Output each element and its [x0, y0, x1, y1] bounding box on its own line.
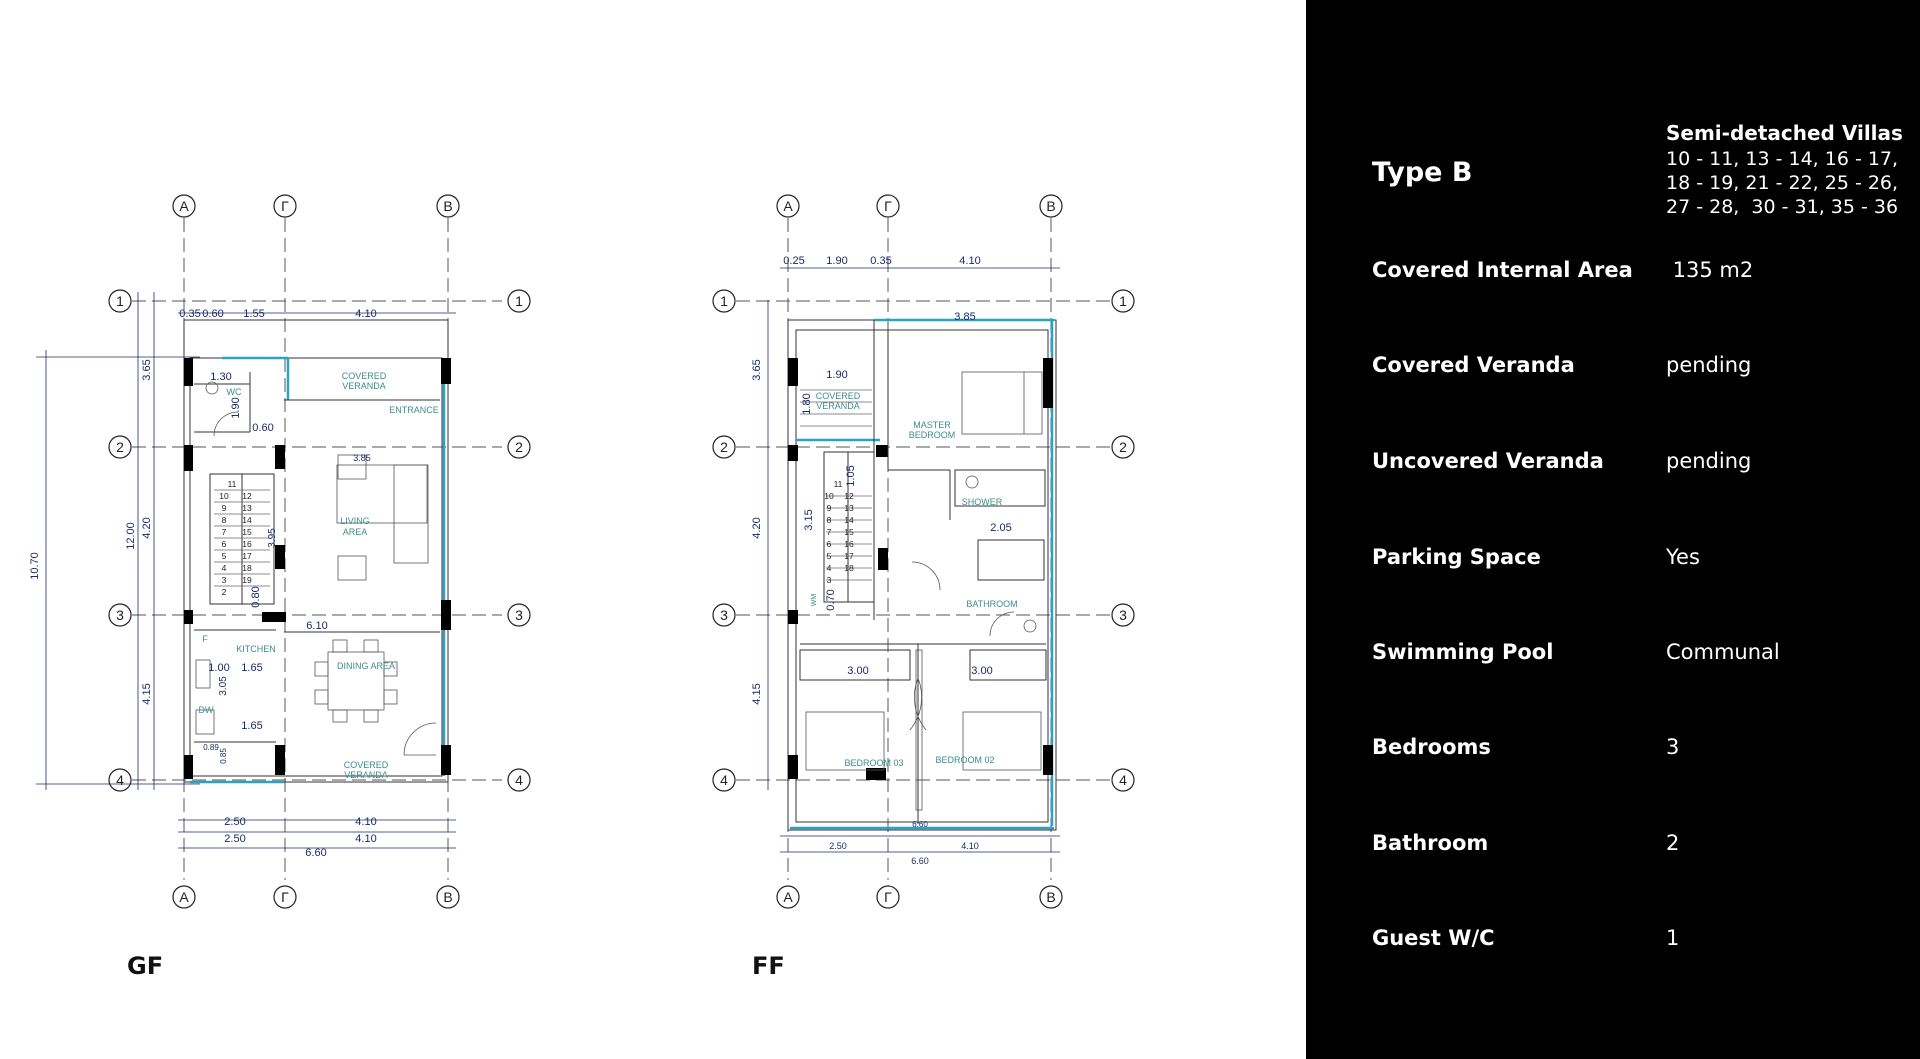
spec-value-swimming-pool: Communal — [1666, 640, 1780, 664]
svg-text:3.15: 3.15 — [803, 509, 815, 531]
gf-inner-dimensions — [203, 371, 371, 764]
svg-text:6.60: 6.60 — [912, 820, 928, 829]
svg-text:1.90: 1.90 — [230, 397, 242, 419]
grid-col-b-top: B — [443, 198, 453, 214]
svg-text:1.90: 1.90 — [826, 369, 848, 381]
svg-text:3.95: 3.95 — [267, 528, 278, 548]
grid-col-a-top: A — [179, 198, 189, 214]
spec-value-guest-wc: 1 — [1666, 926, 1680, 950]
grid-col-b-bottom: B — [443, 889, 453, 905]
grid-row-1-left: 1 — [116, 293, 124, 309]
svg-text:4.10: 4.10 — [959, 255, 981, 267]
svg-text:15: 15 — [844, 527, 854, 537]
gf-room-entrance: ENTRANCE — [389, 405, 439, 415]
spec-label-guest-wc: Guest W/C — [1372, 926, 1495, 950]
ff-grid-row-3-right: 3 — [1119, 607, 1127, 623]
svg-text:1.05: 1.05 — [845, 465, 857, 487]
svg-text:6.10: 6.10 — [306, 620, 328, 632]
svg-text:16: 16 — [242, 539, 252, 549]
spec-label-covered-veranda: Covered Veranda — [1372, 353, 1575, 377]
svg-text:3.85: 3.85 — [353, 453, 371, 463]
svg-text:0.25: 0.25 — [783, 255, 805, 267]
grid-row-1-right: 1 — [515, 293, 523, 309]
svg-text:9: 9 — [826, 503, 832, 513]
svg-text:4.10: 4.10 — [355, 308, 377, 320]
ff-grid-row-4-left: 4 — [720, 772, 728, 788]
ff-room-shower: SHOWER — [961, 497, 1003, 507]
svg-text:2.50: 2.50 — [224, 833, 246, 845]
svg-text:0.89: 0.89 — [203, 743, 219, 752]
specs-panel — [1306, 0, 1920, 1059]
svg-text:0.85: 0.85 — [219, 748, 228, 764]
spec-label-swimming-pool: Swimming Pool — [1372, 640, 1554, 664]
spec-value-parking-space: Yes — [1666, 545, 1700, 569]
svg-text:2: 2 — [221, 587, 227, 597]
svg-text:0.80: 0.80 — [250, 586, 262, 608]
svg-text:2.50: 2.50 — [829, 841, 847, 851]
svg-text:17: 17 — [844, 551, 854, 561]
gf-room-dining: DINING AREA — [336, 661, 396, 671]
ff-grid-col-g-top: Γ — [884, 198, 892, 214]
svg-text:3.65: 3.65 — [751, 359, 763, 381]
svg-text:6: 6 — [826, 539, 832, 549]
gf-fridge-label: F — [202, 634, 208, 644]
spec-label-bathroom: Bathroom — [1372, 831, 1489, 855]
svg-text:1.80: 1.80 — [801, 393, 813, 415]
svg-text:12: 12 — [844, 491, 854, 501]
svg-text:4.10: 4.10 — [355, 833, 377, 845]
svg-text:3.05: 3.05 — [218, 676, 229, 696]
svg-text:14: 14 — [242, 515, 252, 525]
svg-text:0.60: 0.60 — [202, 308, 224, 320]
ff-room-master-2: BEDROOM — [908, 430, 956, 440]
ff-wm-label: WM — [811, 593, 818, 607]
living-rug — [337, 465, 427, 523]
svg-text:7: 7 — [221, 527, 227, 537]
ff-grid-col-a-bottom: A — [783, 889, 793, 905]
spec-label-covered-internal-area: Covered Internal Area — [1372, 258, 1633, 282]
svg-text:1.65: 1.65 — [241, 720, 263, 732]
svg-text:13: 13 — [844, 503, 854, 513]
ff-grid-col-a-top: A — [783, 198, 793, 214]
villa-line-3: 27 - 28, 30 - 31, 35 - 36 — [1666, 196, 1899, 218]
svg-text:3.65: 3.65 — [141, 359, 153, 381]
svg-text:0.35: 0.35 — [179, 308, 201, 320]
svg-text:0.60: 0.60 — [252, 422, 274, 434]
svg-text:8: 8 — [826, 515, 832, 525]
gf-room-living-1: LIVING — [340, 516, 370, 526]
svg-text:4.20: 4.20 — [141, 517, 153, 539]
svg-text:3.85: 3.85 — [954, 311, 976, 323]
svg-text:17: 17 — [242, 551, 252, 561]
grid-row-3-left: 3 — [116, 607, 124, 623]
svg-text:12: 12 — [242, 491, 252, 501]
ff-room-covered-veranda-1: COVERED — [815, 391, 861, 401]
ff-grid-row-4-right: 4 — [1119, 772, 1127, 788]
svg-text:18: 18 — [242, 563, 252, 573]
svg-text:10: 10 — [824, 491, 834, 501]
svg-text:3.00: 3.00 — [971, 665, 993, 677]
gf-room-covered-veranda-top-2: VERANDA — [342, 381, 386, 391]
svg-text:4.20: 4.20 — [751, 517, 763, 539]
svg-text:2.50: 2.50 — [224, 816, 246, 828]
svg-text:9: 9 — [221, 503, 227, 513]
gf-room-covered-veranda-bottom-2: VERANDA — [344, 770, 388, 780]
svg-text:13: 13 — [242, 503, 252, 513]
armchair-bottom — [338, 556, 366, 580]
grid-row-3-right: 3 — [515, 607, 523, 623]
villa-numbers — [1666, 147, 1898, 219]
svg-text:10.70: 10.70 — [29, 552, 41, 580]
ff-dimension-strings — [751, 255, 981, 866]
ff-room-bathroom: BATHROOM — [966, 599, 1018, 609]
spec-value-uncovered-veranda: pending — [1666, 449, 1752, 473]
grid-col-g-bottom: Γ — [281, 889, 289, 905]
gf-room-living-2: AREA — [342, 527, 368, 537]
sofa — [394, 465, 428, 563]
ff-grid-col-b-top: B — [1046, 198, 1056, 214]
svg-text:8: 8 — [221, 515, 227, 525]
svg-text:1.65: 1.65 — [241, 662, 263, 674]
spec-label-parking-space: Parking Space — [1372, 545, 1541, 569]
spec-value-covered-internal-area: 135 m2 — [1666, 258, 1754, 282]
grid-row-4-right: 4 — [515, 772, 523, 788]
gf-room-covered-veranda-top-1: COVERED — [341, 371, 387, 381]
grid-col-a-bottom: A — [179, 889, 189, 905]
ff-room-master-1: MASTER — [913, 420, 951, 430]
svg-text:4.10: 4.10 — [355, 816, 377, 828]
first-floor-label: FF — [752, 952, 785, 980]
villa-line-1: 10 - 11, 13 - 14, 16 - 17, — [1666, 148, 1899, 170]
ff-room-bedroom2: BEDROOM 02 — [935, 755, 995, 765]
master-bed — [962, 372, 1042, 434]
svg-text:14: 14 — [844, 515, 854, 525]
svg-text:12.00: 12.00 — [125, 522, 137, 550]
gf-room-wc: WC — [226, 387, 242, 397]
spec-value-covered-veranda: pending — [1666, 353, 1752, 377]
svg-text:18: 18 — [844, 563, 854, 573]
svg-text:7: 7 — [826, 527, 832, 537]
gf-dw-label: DW — [198, 705, 214, 715]
svg-text:15: 15 — [242, 527, 252, 537]
svg-text:6: 6 — [221, 539, 227, 549]
ff-room-bedroom3: BEDROOM 03 — [844, 758, 904, 768]
grid-col-g-top: Γ — [281, 198, 289, 214]
gf-room-kitchen: KITCHEN — [236, 644, 276, 654]
svg-text:5: 5 — [221, 551, 227, 561]
villa-line-2: 18 - 19, 21 - 22, 25 - 26, — [1666, 172, 1899, 194]
svg-text:19: 19 — [242, 575, 252, 585]
ff-grid-col-g-bottom: Γ — [884, 889, 892, 905]
svg-text:3.00: 3.00 — [847, 665, 869, 677]
ff-grid-row-1-left: 1 — [720, 293, 728, 309]
svg-text:4: 4 — [221, 563, 227, 573]
ff-room-covered-veranda-2: VERANDA — [816, 401, 860, 411]
svg-text:6.60: 6.60 — [911, 856, 929, 866]
ground-floor-label: GF — [127, 952, 164, 980]
svg-text:16: 16 — [844, 539, 854, 549]
gf-room-covered-veranda-bottom-1: COVERED — [343, 760, 389, 770]
svg-text:0.70: 0.70 — [825, 589, 837, 611]
svg-text:1.30: 1.30 — [210, 371, 232, 383]
ff-grid-row-1-right: 1 — [1119, 293, 1127, 309]
svg-text:11: 11 — [833, 479, 843, 489]
ff-grid-row-3-left: 3 — [720, 607, 728, 623]
ground-floor-plan — [29, 195, 530, 908]
svg-text:10: 10 — [219, 491, 229, 501]
svg-text:3: 3 — [826, 575, 832, 585]
villa-heading: Semi-detached Villas — [1666, 121, 1903, 145]
spec-value-bedrooms: 3 — [1666, 735, 1680, 759]
spec-value-bathroom: 2 — [1666, 831, 1680, 855]
spec-label-uncovered-veranda: Uncovered Veranda — [1372, 449, 1604, 473]
spec-label-bedrooms: Bedrooms — [1372, 735, 1491, 759]
svg-text:2.05: 2.05 — [990, 522, 1012, 534]
grid-row-2-right: 2 — [515, 439, 523, 455]
ff-grid-row-2-left: 2 — [720, 439, 728, 455]
svg-text:4.10: 4.10 — [961, 841, 979, 851]
svg-text:1.00: 1.00 — [208, 662, 230, 674]
svg-text:4.15: 4.15 — [141, 683, 153, 705]
gf-furniture — [196, 382, 436, 755]
first-floor-plan — [713, 195, 1134, 908]
grid-row-2-left: 2 — [116, 439, 124, 455]
ff-grid-row-2-right: 2 — [1119, 439, 1127, 455]
type-title: Type B — [1372, 157, 1473, 188]
svg-text:6.60: 6.60 — [305, 847, 327, 859]
svg-text:3: 3 — [221, 575, 227, 585]
svg-text:11: 11 — [227, 479, 237, 489]
svg-text:1.90: 1.90 — [826, 255, 848, 267]
svg-text:1.55: 1.55 — [243, 308, 265, 320]
svg-text:5: 5 — [826, 551, 832, 561]
svg-text:4: 4 — [826, 563, 832, 573]
grid-row-4-left: 4 — [116, 772, 124, 788]
svg-text:4.15: 4.15 — [751, 683, 763, 705]
svg-text:0.35: 0.35 — [870, 255, 892, 267]
ff-grid-col-b-bottom: B — [1046, 889, 1056, 905]
